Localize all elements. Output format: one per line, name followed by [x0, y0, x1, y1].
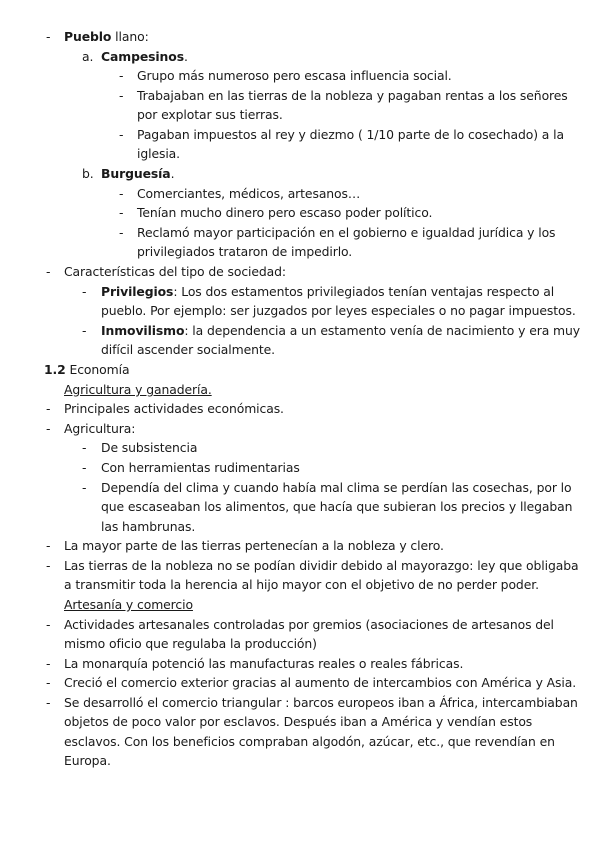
- campesinos-item-3: Pagaban impuestos al rey y diezmo ( 1/10 parte de lo cosechado) a la: [137, 127, 564, 142]
- burguesia-heading: [101, 164, 174, 183]
- bullet-dash: -: [119, 225, 124, 240]
- bullet-dash: -: [119, 205, 124, 220]
- caracteristicas-text: Características del tipo de sociedad:: [64, 264, 287, 279]
- agri-item-2: Con herramientas rudimentarias: [101, 460, 300, 475]
- inmovilismo-title: Inmovilismo: [101, 323, 185, 338]
- bullet-dash: -: [46, 558, 51, 573]
- pueblo-heading: [64, 27, 149, 46]
- principales-text: Principales actividades económicas.: [64, 401, 284, 416]
- bullet-dash: -: [46, 538, 51, 553]
- section-title: Economía: [65, 362, 130, 377]
- inmovilismo-line-cont: difícil ascender socialmente.: [101, 342, 275, 357]
- bullet-dash: -: [119, 127, 124, 142]
- campesinos-title: Campesinos: [101, 49, 184, 64]
- bullet-dash: -: [46, 264, 51, 279]
- monarquia-text: La monarquía potenció las manufacturas reales o reales fábricas.: [64, 656, 464, 671]
- list-marker-a: a.: [82, 49, 94, 64]
- bullet-dash: -: [119, 88, 124, 103]
- bullet-dash: -: [82, 284, 87, 299]
- campesinos-item-3-cont: iglesia.: [137, 146, 181, 161]
- privilegios-text: : Los dos estamentos privilegiados tenían ventajas respecto al: [173, 284, 555, 299]
- campesinos-heading: [101, 47, 188, 66]
- bullet-dash: -: [46, 675, 51, 690]
- gremios-text: Actividades artesanales controladas por gremios (asociaciones de artesanos del: [64, 617, 554, 632]
- bullet-dash: -: [46, 656, 51, 671]
- bullet-dash: -: [46, 401, 51, 416]
- privilegios-line: [101, 282, 554, 301]
- burguesia-item-3: Reclamó mayor participación en el gobierno e igualdad jurídica y los: [137, 225, 556, 240]
- burguesia-item-3-cont: privilegiados trataron de impedirlo.: [137, 244, 353, 259]
- campesinos-item-1: Grupo más numeroso pero escasa influencia social.: [137, 68, 452, 83]
- bullet-dash: -: [119, 186, 124, 201]
- bullet-dash: -: [119, 68, 124, 83]
- bullet-dash: -: [82, 440, 87, 455]
- privilegios-line-cont: pueblo. Por ejemplo: ser juzgados por leyes especiales o no pagar impuestos.: [101, 303, 576, 318]
- triangular-text: Se desarrolló el comercio triangular : barcos europeos iban a África, intercambiaban: [64, 695, 578, 710]
- bullet-dash: -: [46, 695, 51, 710]
- subheading-artesania: Artesanía y comercio: [64, 597, 193, 612]
- agri-item-3: Dependía del clima y cuando había mal clima se perdían las cosechas, por lo: [101, 480, 572, 495]
- gremios-text-cont: mismo oficio que regulaba la producción): [64, 636, 317, 651]
- triangular-text-cont: objetos de poco valor por esclavos. Después iban a América y vendían estos: [64, 714, 533, 729]
- triangular-text-cont: esclavos. Con los beneficios compraban algodón, azúcar, etc., que revendían en: [64, 734, 555, 749]
- bullet-dash: -: [46, 29, 51, 44]
- bullet-dash: -: [82, 460, 87, 475]
- bullet-dash: -: [82, 323, 87, 338]
- agri-item-3-cont: las hambrunas.: [101, 519, 196, 534]
- inmovilismo-text: : la dependencia a un estamento venía de nacimiento y era muy: [184, 323, 581, 338]
- list-marker-b: b.: [82, 166, 94, 181]
- subheading-agricultura: Agricultura y ganadería.: [64, 382, 212, 397]
- mayorazgo-text: Las tierras de la nobleza no se podían dividir debido al mayorazgo: ley que obligaba: [64, 558, 579, 573]
- comercio-text: Creció el comercio exterior gracias al aumento de intercambios con América y Asia.: [64, 675, 577, 690]
- burguesia-dot: .: [170, 166, 175, 181]
- inmovilismo-line: [101, 321, 580, 340]
- agricultura-text: Agricultura:: [64, 421, 136, 436]
- campesinos-dot: .: [183, 49, 188, 64]
- bullet-dash: -: [82, 480, 87, 495]
- pueblo-title: Pueblo: [64, 29, 112, 44]
- mayorazgo-text-cont: a transmitir toda la herencia al hijo mayor con el objetivo de no perder poder.: [64, 577, 539, 592]
- triangular-text-cont: Europa.: [64, 753, 111, 768]
- section-number: 1.2: [44, 362, 66, 377]
- section-heading-economia: [44, 360, 129, 379]
- pueblo-rest: llano:: [111, 29, 149, 44]
- burguesia-title: Burguesía: [101, 166, 171, 181]
- tierras-text: La mayor parte de las tierras pertenecían a la nobleza y clero.: [64, 538, 444, 553]
- bullet-dash: -: [46, 421, 51, 436]
- burguesia-item-2: Tenían mucho dinero pero escaso poder político.: [137, 205, 433, 220]
- privilegios-title: Privilegios: [101, 284, 174, 299]
- agri-item-1: De subsistencia: [101, 440, 198, 455]
- campesinos-item-2-cont: por explotar sus tierras.: [137, 107, 283, 122]
- bullet-dash: -: [46, 617, 51, 632]
- agri-item-3-cont: que escaseaban los alimentos, que hacía que subieran los precios y llegaban: [101, 499, 573, 514]
- campesinos-item-2: Trabajaban en las tierras de la nobleza y pagaban rentas a los señores: [137, 88, 568, 103]
- burguesia-item-1: Comerciantes, médicos, artesanos…: [137, 186, 361, 201]
